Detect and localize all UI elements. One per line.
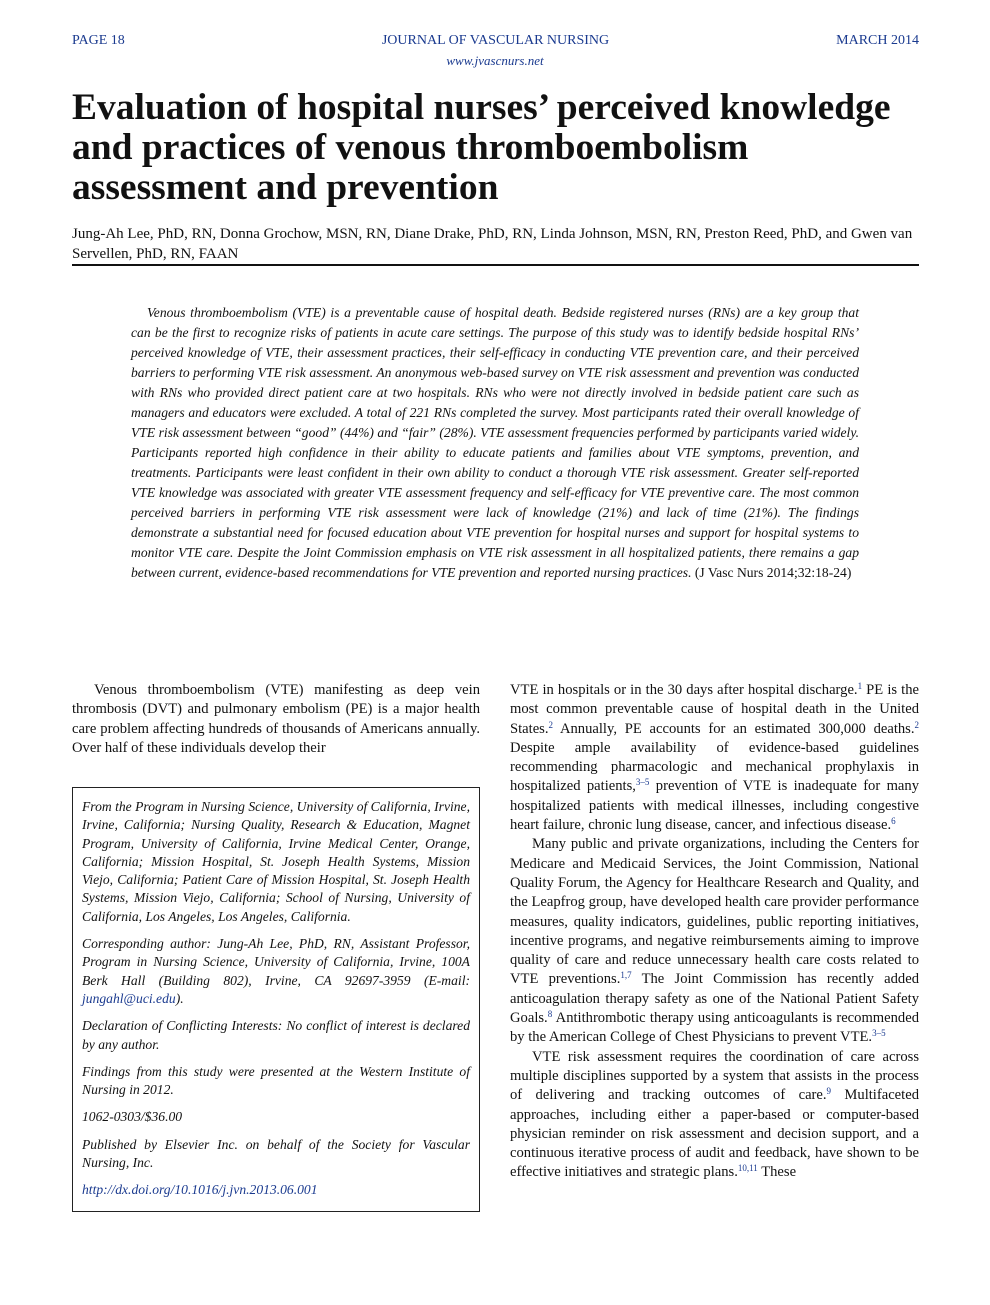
running-header — [72, 33, 919, 53]
doi-link[interactable]: http://dx.doi.org/10.1016/j.jvn.2013.06.001 — [82, 1182, 318, 1198]
title-divider — [72, 264, 919, 266]
corresponding-end: ). — [175, 990, 184, 1006]
body-text-run: These — [757, 1164, 797, 1181]
citation-reference[interactable]: 2 — [914, 719, 919, 730]
citation-reference[interactable]: 3–5 — [872, 1028, 886, 1039]
citation-reference[interactable]: 1 — [857, 681, 863, 691]
corresponding-author-note — [82, 935, 470, 1008]
abstract-text: Venous thromboembolism (VTE) is a preventable cause of hospital death. Bedside registered nurses (RNs) are a key group that can be the first to recognize risks of patients in acute care settings. The purpose of this study was to identify bedside hospital RNs’ perceived knowledge of VTE, their assessment practices, their self-efficacy in conducting VTE prevention care, and their perceived barriers to performing VTE risk assessment. An anonymous web-based survey on VTE risk assessment and prevention was conducted with RNs who provided direct patient care at two hospitals. RNs who were not directly involved in bedside patient care such as managers and educators were excluded. A total of 221 RNs completed the survey. Most participants rated their overall knowledge of VTE risk assessment between “good” (44%) and “fair” (28%). VTE assessment frequencies performed by participants varied widely. Participants reported high confidence in their ability to educate patients and families about VTE symptoms, prevention, and treatments. Participants were least confident in their own ability to conduct a thorough VTE risk assessment. Greater self-reported VTE knowledge was associated with greater VTE assessment frequency and self-efficacy for VTE preventive care. The most common perceived barriers in performing VTE risk assessment were lack of knowledge (21%) and lack of time (21%). The findings demonstrate a substantial need for focused education about VTE prevention for hospital nurses and support for hospital systems to monitor VTE care. Despite the Joint Commission emphasis on VTE risk assessment in all hospitalized patients, there remains a gap between current, evidence-based recommendations for VTE prevention and reported nursing practices. — [131, 305, 859, 580]
abstract-citation: (J Vasc Nurs 2014;32:18-24) — [694, 565, 852, 580]
issn-price: 1062-0303/$36.00 — [82, 1109, 183, 1125]
presentation-note: Findings from this study were presented at the Western Institute of Nursing in 2012. — [82, 1063, 470, 1098]
abstract — [131, 303, 859, 583]
issue-date: MARCH 2014 — [836, 33, 919, 48]
publisher-note: Published by Elsevier Inc. on behalf of the Society for Vascular Nursing, Inc. — [82, 1136, 470, 1171]
body-text-run: prevention of VTE is inadequate for many hospitalized patients with medical illnesses, including congestive heart failure, chronic lung disease, cancer, and infectious disease. — [510, 778, 919, 834]
body-text-run: Antithrombotic therapy using anticoagulants is recommended by the American College of Chest Physicians to prevent VTE. — [510, 1010, 919, 1046]
author-email-link[interactable]: jungahl@uci.edu — [82, 990, 176, 1006]
body-left-column — [72, 681, 480, 758]
citation-reference[interactable]: 9 — [826, 1086, 832, 1097]
article-info-box — [72, 787, 480, 1212]
citation-reference[interactable]: 2 — [548, 719, 554, 730]
citation-reference[interactable]: 8 — [547, 1009, 553, 1020]
citation-reference[interactable]: 1,7 — [620, 970, 632, 981]
body-text-run: VTE in hospitals or in the 30 days after hospital discharge. — [510, 682, 858, 698]
body-right-column — [510, 681, 919, 1183]
conflict-declaration: Declaration of Conflicting Interests: No conflict of interest is declared by any author. — [82, 1018, 470, 1052]
affiliation-note: From the Program in Nursing Science, University of California, Irvine, Irvine, California; Nursing Quality, Research & Education, Magnet Program, University of California, Irvine Medical Center, Orange, California; Mission Hospital, St. Joseph Health Systems, Mission Viejo, California; Patient Care of Mission Hospital, St. Joseph Health Systems, Mission Viejo, California; School of Nursing, University of California, Los Angeles, Los Angeles, California. — [82, 799, 470, 924]
body-paragraph-3 — [510, 1048, 919, 1183]
journal-name: JOURNAL OF VASCULAR NURSING — [381, 33, 610, 48]
citation-reference[interactable]: 10,11 — [737, 1163, 758, 1174]
article-title: Evaluation of hospital nurses’ perceived knowledge and practices of venous thromboembolism assessment and prevention — [72, 87, 891, 208]
body-text-run: Annually, PE accounts for an estimated 300,000 deaths. — [553, 720, 915, 737]
page-number: PAGE 18 — [72, 33, 125, 48]
body-text-run: Many public and private organizations, including the Centers for Medicare and Medicaid Services, the Joint Commission, National Quality Forum, the Agency for Healthcare Research and Quality, and the Leapfrog group, have developed health care provider performance measures, quality indicators, guidelines, public reporting initiatives, incentive programs, and negative reimbursements aiming to improve quality of care and reduce unnecessary health care costs related to VTE preventions. — [510, 836, 919, 988]
body-text-run: Despite ample availability of evidence-based guidelines recommending pharmacologic and mechanical prophylaxis in hospitalized patients, — [510, 739, 919, 795]
journal-url[interactable]: www.jvascnurs.net — [446, 53, 544, 68]
body-text-run: The Joint Commission has recently added anticoagulation therapy safety as one of the National Patient Safety Goals. — [510, 971, 919, 1027]
corresponding-text: Corresponding author: Jung-Ah Lee, PhD, RN, Assistant Professor, Program in Nursing Science, University of California, Irvine, 100A Berk Hall (Building 802), Irvine, CA 92697-3959 (E-mail: — [82, 936, 470, 988]
body-text-run: VTE risk assessment requires the coordination of care across multiple disciplines supported by a system that assists in the process of delivering and tracking outcomes of care. — [510, 1048, 919, 1104]
body-paragraph-1 — [510, 681, 919, 835]
body-paragraph-2 — [510, 835, 919, 1047]
citation-reference[interactable]: 6 — [891, 816, 896, 827]
intro-paragraph: Venous thromboembolism (VTE) manifesting as deep vein thrombosis (DVT) and pulmonary embolism (PE) is a major health care problem affecting hundreds of thousands of Americans annually. Over half of these individuals develop their — [72, 682, 480, 756]
author-list: Jung-Ah Lee, PhD, RN, Donna Grochow, MSN, RN, Diane Drake, PhD, RN, Linda Johnson, MSN, RN, Preston Reed, PhD, and Gwen van Servellen, PhD, RN, FAAN — [72, 226, 913, 262]
body-text-run: Multifaceted approaches, including either a paper-based or computer-based physician reminder on risk assessment and decision support, and a continuous iterative process of audit and feedback, have shown to be effective initiatives and strategic plans. — [510, 1087, 919, 1181]
body-text-run: PE is the most common preventable cause of hospital death in the United States. — [510, 682, 919, 737]
citation-reference[interactable]: 3–5 — [635, 777, 650, 788]
